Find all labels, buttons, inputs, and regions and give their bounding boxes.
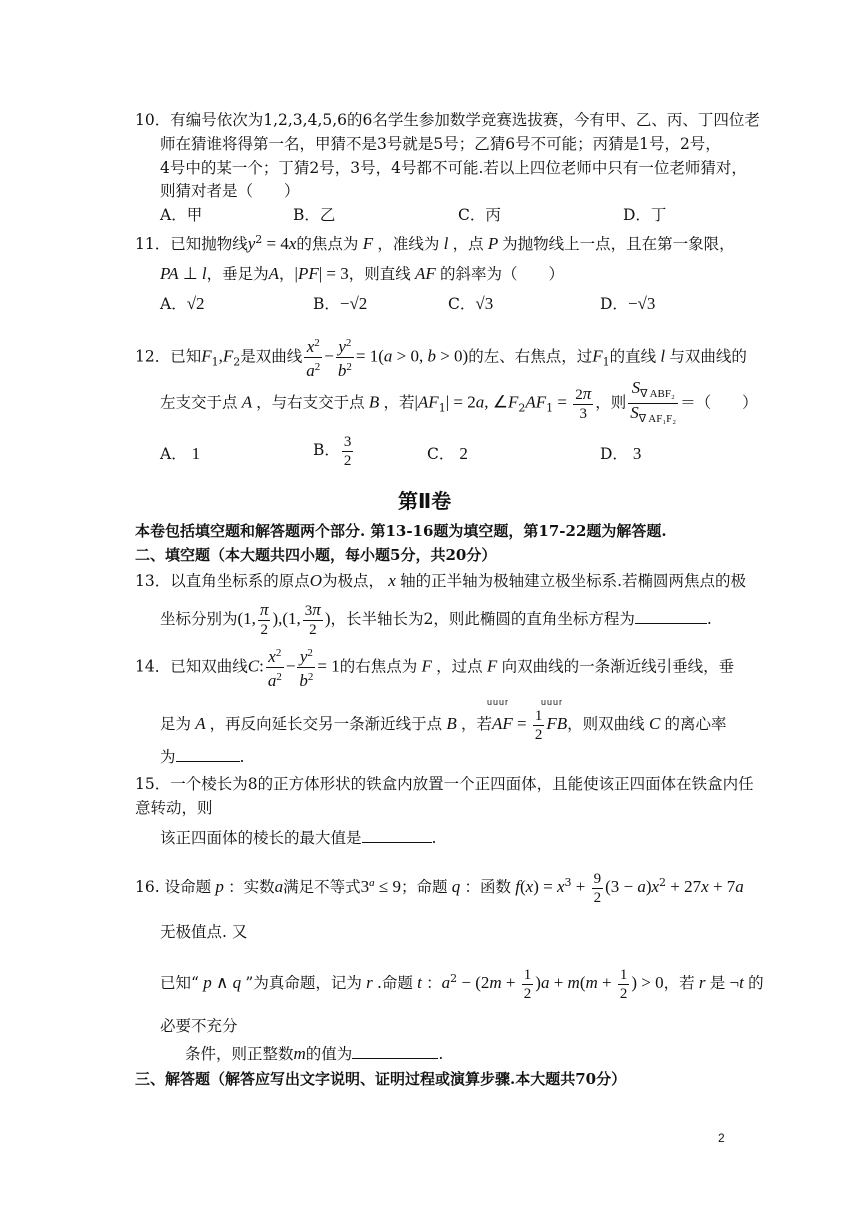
q13-answer-blank[interactable] [635, 609, 707, 624]
section2-intro: 本卷包括填空题和解答题两个部分. 第13-16题为填空题，第17-22题为解答题. [135, 522, 667, 540]
q10-line4: 则猜对者是（ ） [160, 182, 300, 200]
q15-line1: 15．一个棱长为8的正方体形状的铁盒内放置一个正四面体，且能使该正四面体在铁盒内任 [135, 775, 754, 793]
q12-option-b: B． $\frac{3}{2}$ [313, 433, 352, 469]
q11-option-b: B．−√2 [313, 294, 368, 313]
q10-option-d: D．丁 [623, 206, 667, 224]
q14-answer-blank[interactable] [176, 747, 240, 762]
q16-answer-blank[interactable] [352, 1044, 438, 1059]
q14-line1: 14．已知双曲线C: $\frac{x^2}{a^2}$ − $\frac{y^2}{b^2}$ = 1的右焦点为 F ，过点 F 向双曲线的一条渐近线引垂线，垂 [135, 644, 734, 691]
section2-title: 第Ⅱ卷 [398, 489, 452, 513]
q15-answer-blank[interactable] [362, 828, 432, 843]
q15-line3: 该正四面体的棱长的最大值是 . [160, 829, 437, 847]
q13-line2: 坐标分别为(1, $\frac{\pi}{2}$ ),(1, $\frac{3\pi}{2}$ )，长半轴长为2，则此椭圆的直角坐标方程为 . [160, 600, 712, 638]
q14-line3: 为 . [160, 748, 245, 766]
q16-line3: 已知“ p ∧ q ”为真命题，记为 r .命题 t ：$a^2 - (2m$ + $\frac{1}{2}$ )a + m(m + $\frac{1}{2}$ ) > 0，若 r 是 ¬t 的 [160, 966, 764, 1002]
q11-option-c: C．√3 [448, 294, 494, 313]
page-number: 2 [718, 1131, 725, 1145]
section2-heading: 二、填空题（本大题共四小题，每小题5分，共20分） [135, 546, 497, 564]
vector-arrow-mark: uuur [541, 697, 564, 707]
q16-line4: 必要不充分 [160, 1017, 238, 1035]
q16-line1: 16. 设命题 p ：实数a满足不等式$3^a \le 9$；命题 q ：函数 $f(x) = x^3$ + $\frac{9}{2}$ $(3 - a)x^2 + 27x + 7a$ [135, 870, 744, 906]
q10-line3: 4号中的某一个；丁猜2号，3号，4号都不可能.若以上四位老师中只有一位老师猜对， [160, 159, 747, 177]
q11-line2: PA ⊥ l，垂足为A，|PF| = 3，则直线 AF 的斜率为（ ） [160, 264, 565, 283]
q12-line1: 12．已知$F_1,F_2$是双曲线 $\frac{x^2}{a^2}$ − $\frac{y^2}{b^2}$ = 1(a > 0, b > 0)的左、右焦点，过$F_1$的直线 l 与双曲线的 [135, 334, 747, 383]
vector-arrow-mark: uuur [487, 697, 510, 707]
q10-option-b: B．乙 [293, 206, 336, 224]
q11-option-a: A．√2 [160, 294, 205, 313]
q16-line5: 条件，则正整数m的值为 . [185, 1044, 444, 1063]
q12-option-a: A． 1 [160, 444, 201, 463]
q12-option-c: C． 2 [427, 444, 468, 463]
q10-option-c: C．丙 [458, 206, 501, 224]
q10-line2: 师在猜谁将得第一名，甲猜不是3号就是5号；乙猜6号不可能；丙猜是1号，2号， [160, 135, 721, 153]
section3-heading: 三、解答题（解答应写出文字说明、证明过程或演算步骤.本大题共70分） [135, 1070, 627, 1088]
q12-line2: 左支交于点 A ，与右支交于点 B ，若$|AF_1| = 2a$, $\angle F_2AF_1$ = $\frac{2\pi}{3}$ ，则 $\frac{S_{\nabla ABF_2}}{S_{\nabla AF_1F_2}}$ ＝（ ） [160, 378, 758, 425]
q13-line1: 13．以直角坐标系的原点O为极点， x 轴的正半轴为极轴建立极坐标系.若椭圆两焦点的极 [135, 571, 747, 590]
q12-option-d: D． 3 [600, 444, 642, 463]
q10-line1: 10．有编号依次为1,2,3,4,5,6的6名学生参加数学竞赛选拔赛，今有甲、乙、丙、丁四位老 [135, 111, 760, 129]
q10-option-a: A．甲 [160, 206, 203, 224]
q11-option-d: D．−√3 [600, 294, 656, 313]
q11-line1: 11．已知抛物线$y^2 = 4x$的焦点为 F ，准线为 l ，点 P 为抛物线上一点，且在第一象限， [135, 233, 735, 254]
q15-line2: 意转动，则 [135, 799, 213, 817]
q16-line2: 无极值点. 又 [160, 923, 248, 941]
q14-line2: 足为 A ，再反向延长交另一条渐近线于点 B ，若AF = $\frac{1}{2}$ FB，则双曲线 C 的离心率 [160, 707, 727, 743]
